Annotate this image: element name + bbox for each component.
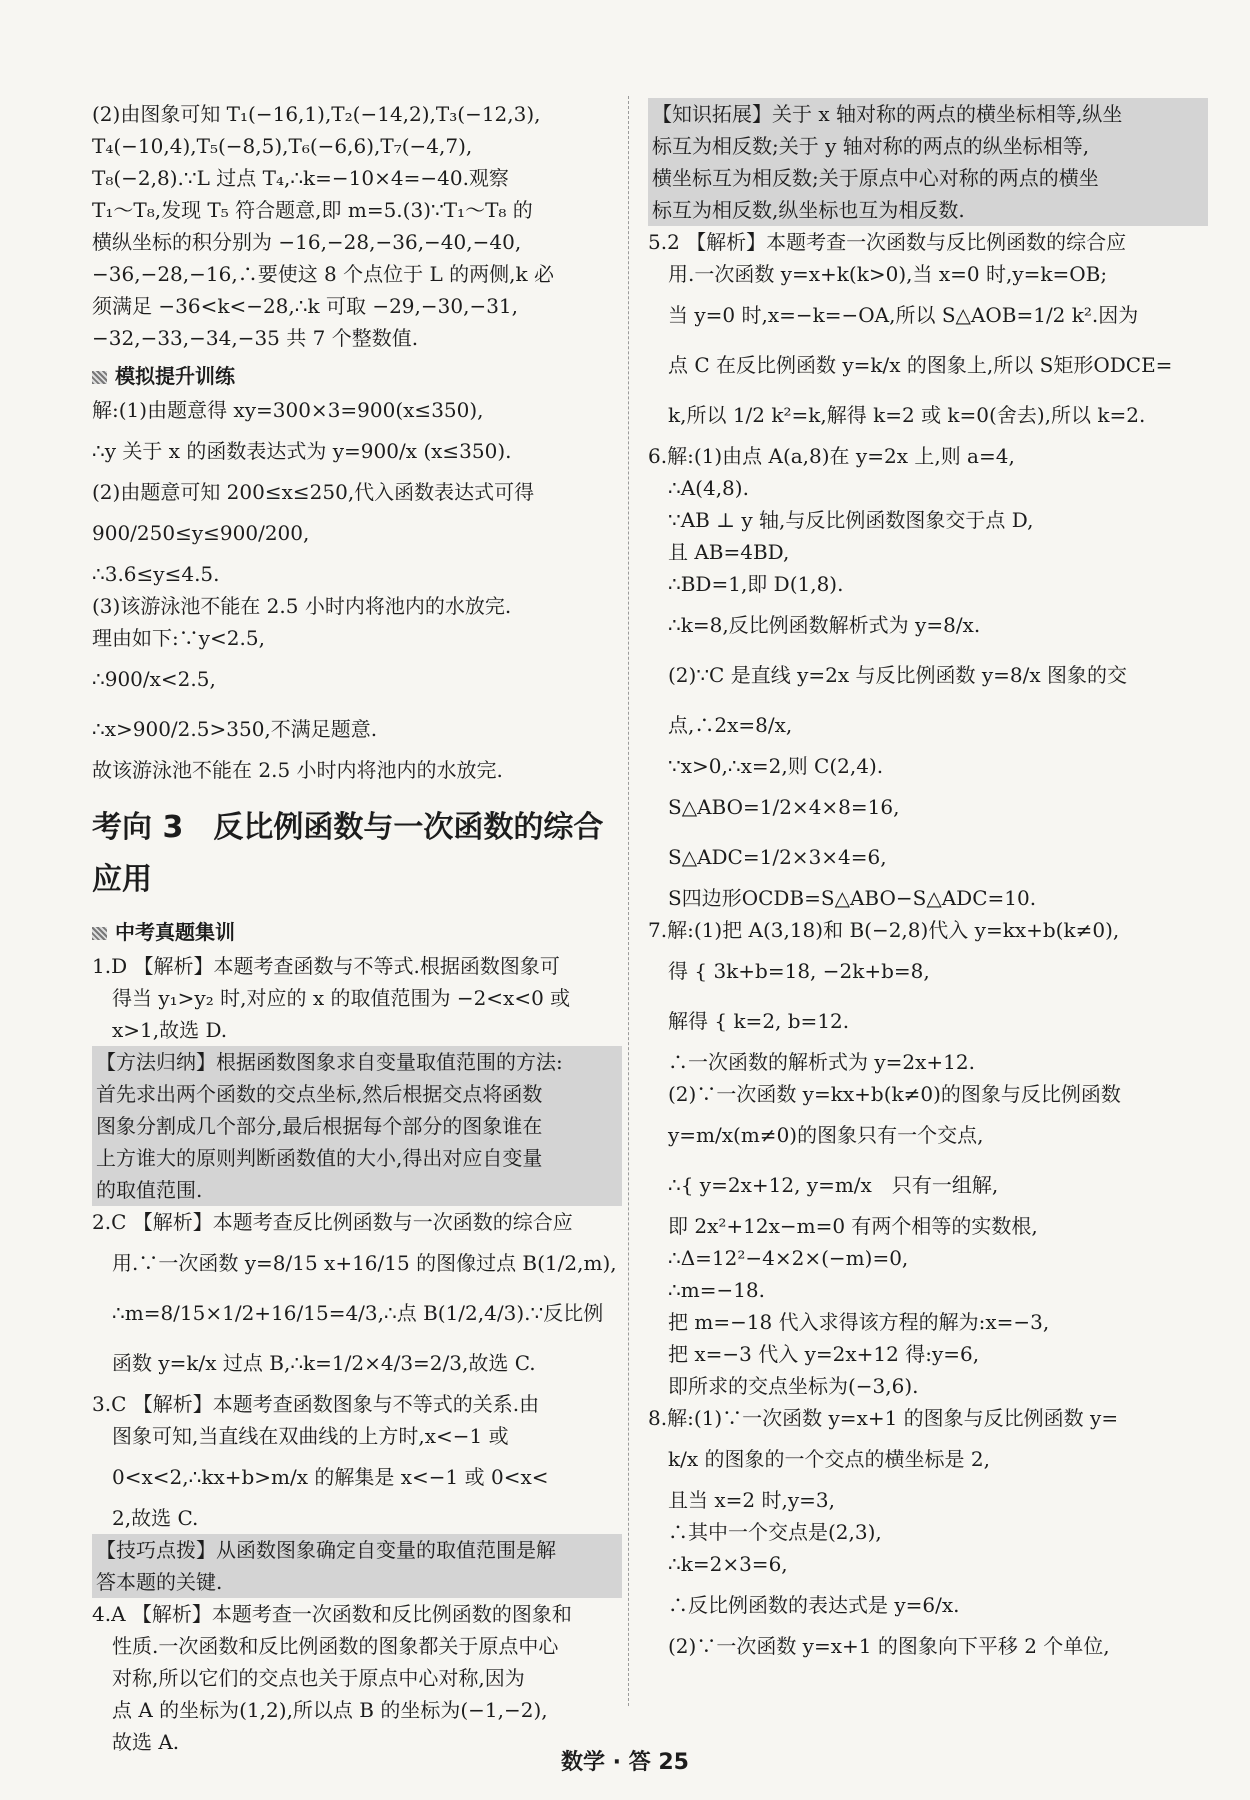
section-title: 中考真题集训	[92, 914, 622, 950]
text-line: S△ADC=1/2×3×4=6,	[668, 845, 887, 869]
text-line: 解:(1)由题意得 xy=300×3=900(x≤350),	[92, 398, 484, 422]
text-line: ∴x>900/2.5>350,不满足题意.	[92, 717, 378, 741]
text-line: 【方法归纳】根据函数图象求自变量取值范围的方法:	[96, 1050, 563, 1074]
text-line: 解得 { k=2, b=12.	[668, 1009, 850, 1033]
text-line: ∴900/x<2.5,	[92, 667, 216, 691]
text-line: 4.A 【解析】本题考查一次函数和反比例函数的图象和	[92, 1602, 572, 1626]
column-divider	[628, 96, 629, 1706]
solution1	[92, 394, 622, 786]
text-line: 横坐标互为相反数;关于原点中心对称的两点的横坐	[652, 166, 1099, 190]
text-line: k,所以 1/2 k²=k,解得 k=2 或 k=0(舍去),所以 k=2.	[668, 403, 1146, 427]
text-line: 6.解:(1)由点 A(a,8)在 y=2x 上,则 a=4,	[648, 444, 1015, 468]
text-line: 标互为相反数,纵坐标也互为相反数.	[652, 198, 965, 222]
text-line: −36,−28,−16,∴要使这 8 个点位于 L 的两侧,k 必	[92, 262, 554, 286]
text-line: ∴BD=1,即 D(1,8).	[668, 572, 844, 596]
text-line: 用.∵一次函数 y=8/15 x+16/15 的图像过点 B(1/2,m),	[112, 1251, 617, 1275]
para1	[92, 98, 622, 354]
text-line: 故选 A.	[112, 1730, 180, 1754]
text-line: (2)∵一次函数 y=x+1 的图象向下平移 2 个单位,	[668, 1634, 1110, 1658]
text-line: 理由如下:∵y<2.5,	[92, 626, 265, 650]
chapter-heading: 考向 3 反比例函数与一次函数的综合应用	[92, 810, 604, 897]
text-line: 上方谁大的原则判断函数值的大小,得出对应自变量	[96, 1146, 543, 1170]
text-line: 标互为相反数;关于 y 轴对称的两点的纵坐标相等,	[652, 134, 1090, 158]
text-line: ∵x>0,∴x=2,则 C(2,4).	[668, 754, 884, 778]
question-8	[648, 1402, 1208, 1662]
text-line: ∵AB ⊥ y 轴,与反比例函数图象交于点 D,	[668, 508, 1034, 532]
text-line: 且当 x=2 时,y=3,	[668, 1488, 835, 1512]
text-line: 2,故选 C.	[112, 1506, 199, 1530]
text-line: 须满足 −36<k<−28,∴k 可取 −29,−30,−31,	[92, 294, 519, 318]
text-line: T₄(−10,4),T₅(−8,5),T₆(−6,6),T₇(−4,7),	[92, 134, 473, 158]
text-line: (2)由题意可知 200≤x≤250,代入函数表达式可得	[92, 480, 535, 504]
page-footer: 数学 · 答 25	[561, 1750, 689, 1775]
text-line: 点 A 的坐标为(1,2),所以点 B 的坐标为(−1,−2),	[112, 1698, 548, 1722]
text-line: 3.C 【解析】本题考查函数图象与不等式的关系.由	[92, 1392, 540, 1416]
text-line: 性质.一次函数和反比例函数的图象都关于原点中心	[112, 1634, 559, 1658]
text-line: 即 2x²+12x−m=0 有两个相等的实数根,	[668, 1214, 1038, 1238]
text-line: 且 AB=4BD,	[668, 540, 790, 564]
question-7	[648, 914, 1208, 1402]
text-line: 得当 y₁>y₂ 时,对应的 x 的取值范围为 −2<x<0 或	[112, 986, 571, 1010]
question-1	[92, 950, 622, 1046]
text-line: ∴其中一个交点是(2,3),	[668, 1520, 882, 1544]
text-line: ∴{ y=2x+12, y=m/x 只有一组解,	[668, 1173, 999, 1197]
text-line: 7.解:(1)把 A(3,18)和 B(−2,8)代入 y=kx+b(k≠0),	[648, 918, 1120, 942]
question-3	[92, 1388, 622, 1534]
text-line: 的取值范围.	[96, 1178, 203, 1202]
text-line: 【知识拓展】关于 x 轴对称的两点的横坐标相等,纵坐	[652, 102, 1123, 126]
text-line: 横纵坐标的积分别为 −16,−28,−36,−40,−40,	[92, 230, 522, 254]
text-line: 图象分割成几个部分,最后根据每个部分的图象谁在	[96, 1114, 543, 1138]
text-line: (2)∵一次函数 y=kx+b(k≠0)的图象与反比例函数	[668, 1082, 1121, 1106]
text-line: y=m/x(m≠0)的图象只有一个交点,	[668, 1123, 984, 1147]
text-line: 用.一次函数 y=x+k(k>0),当 x=0 时,y=k=OB;	[668, 262, 1108, 286]
tip-box	[92, 1534, 622, 1598]
text-line: ∴k=2×3=6,	[668, 1552, 788, 1576]
question-2	[92, 1206, 622, 1388]
square-icon	[92, 927, 107, 940]
text-line: ∴A(4,8).	[668, 476, 749, 500]
text-line: (3)该游泳池不能在 2.5 小时内将池内的水放完.	[92, 594, 512, 618]
text-line: 0<x<2,∴kx+b>m/x 的解集是 x<−1 或 0<x<	[112, 1465, 549, 1489]
text-line: ∴m=8/15×1/2+16/15=4/3,∴点 B(1/2,4/3).∵反比例	[112, 1301, 604, 1325]
text-line: 即所求的交点坐标为(−3,6).	[668, 1374, 919, 1398]
text-line: S四边形OCDB=S△ABO−S△ADC=10.	[668, 886, 1037, 910]
text-line: (2)∵C 是直线 y=2x 与反比例函数 y=8/x 图象的交	[668, 663, 1128, 687]
text-line: 把 x=−3 代入 y=2x+12 得:y=6,	[668, 1342, 980, 1366]
text-line: 1.D 【解析】本题考查函数与不等式.根据函数图象可	[92, 954, 560, 978]
text-line: ∴y 关于 x 的函数表达式为 y=900/x (x≤350).	[92, 439, 512, 463]
text-line: 5.2 【解析】本题考查一次函数与反比例函数的综合应	[648, 230, 1127, 254]
text-line: ∴反比例函数的表达式是 y=6/x.	[668, 1593, 960, 1617]
text-line: 对称,所以它们的交点也关于原点中心对称,因为	[112, 1666, 525, 1690]
text-line: 【技巧点拨】从函数图象确定自变量的取值范围是解	[96, 1538, 556, 1562]
question-6	[648, 440, 1208, 914]
question-5	[648, 226, 1208, 440]
text-line: S△ABO=1/2×4×8=16,	[668, 795, 900, 819]
text-line: x>1,故选 D.	[112, 1018, 228, 1042]
text-line: 2.C 【解析】本题考查反比例函数与一次函数的综合应	[92, 1210, 573, 1234]
section-title: 模拟提升训练	[92, 358, 622, 394]
text-line: 函数 y=k/x 过点 B,∴k=1/2×4/3=2/3,故选 C.	[112, 1351, 536, 1375]
text-line: 故该游泳池不能在 2.5 小时内将池内的水放完.	[92, 758, 503, 782]
left-column	[92, 98, 622, 1758]
text-line: (2)由图象可知 T₁(−16,1),T₂(−14,2),T₃(−12,3),	[92, 102, 541, 126]
text-line: 图象可知,当直线在双曲线的上方时,x<−1 或	[112, 1424, 509, 1448]
text-line: 点,∴2x=8/x,	[668, 713, 793, 737]
text-line: ∴3.6≤y≤4.5.	[92, 562, 220, 586]
square-icon	[92, 371, 107, 384]
text-line: 答本题的关键.	[96, 1570, 223, 1594]
text-line: 当 y=0 时,x=−k=−OA,所以 S△AOB=1/2 k².因为	[668, 303, 1139, 327]
knowledge-extension-box	[648, 98, 1208, 226]
text-line: 首先求出两个函数的交点坐标,然后根据交点将函数	[96, 1082, 543, 1106]
text-line: ∴一次函数的解析式为 y=2x+12.	[668, 1050, 975, 1074]
text-line: −32,−33,−34,−35 共 7 个整数值.	[92, 326, 419, 350]
text-line: ∴m=−18.	[668, 1278, 766, 1302]
text-line: T₈(−2,8).∵L 过点 T₄,∴k=−10×4=−40.观察	[92, 166, 509, 190]
method-summary-box	[92, 1046, 622, 1206]
question-4	[92, 1598, 622, 1758]
text-line: ∴k=8,反比例函数解析式为 y=8/x.	[668, 613, 981, 637]
text-line: 得 { 3k+b=18, −2k+b=8,	[668, 959, 930, 983]
text-line: ∴Δ=12²−4×2×(−m)=0,	[668, 1246, 909, 1270]
text-line: 8.解:(1)∵一次函数 y=x+1 的图象与反比例函数 y=	[648, 1406, 1119, 1430]
text-line: 把 m=−18 代入求得该方程的解为:x=−3,	[668, 1310, 1050, 1334]
text-line: 900/250≤y≤900/200,	[92, 521, 310, 545]
text-line: k/x 的图象的一个交点的横坐标是 2,	[668, 1447, 990, 1471]
text-line: 点 C 在反比例函数 y=k/x 的图象上,所以 S矩形ODCE=	[668, 353, 1173, 377]
text-line: T₁～T₈,发现 T₅ 符合题意,即 m=5.(3)∵T₁～T₈ 的	[92, 198, 533, 222]
right-column	[648, 98, 1208, 1662]
